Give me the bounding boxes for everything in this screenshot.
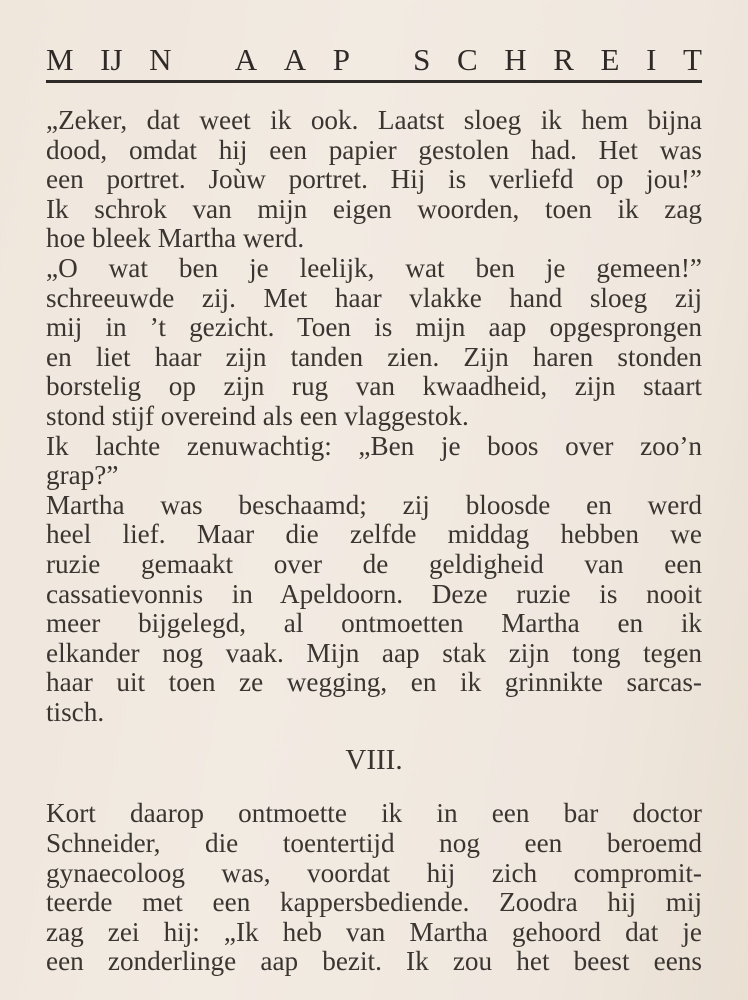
section-1	[46, 106, 702, 727]
running-head-letter: E	[600, 42, 620, 77]
text-line: grap?”	[46, 460, 119, 491]
text-line: Martha was beschaamd; zij bloosde en werd	[46, 489, 702, 520]
text-line: tisch.	[46, 696, 105, 727]
text-line: Kort daarop ontmoette ik in een bar doctor	[46, 798, 702, 829]
running-head-letter	[198, 42, 208, 78]
running-head-letter: A	[234, 42, 258, 77]
body-text	[46, 106, 702, 977]
running-head-letter: R	[553, 42, 574, 77]
text-line: heel lief. Maar die zelfde middag hebben we	[46, 519, 702, 550]
text-line: stond stijf overeind als een vlaggestok.	[46, 400, 469, 431]
text-line: en liet haar zijn tanden zien. Zijn haren stonden	[46, 341, 702, 372]
running-head-letter: N	[149, 42, 172, 77]
running-head-letter: A	[283, 42, 307, 77]
text-line: ruzie gemaakt over de geldigheid van een	[46, 548, 702, 579]
text-line: elkander nog vaak. Mijn aap stak zijn tong tegen	[46, 637, 702, 668]
text-line: hoe bleek Martha werd.	[46, 223, 305, 254]
running-head-letter: I	[646, 42, 657, 77]
text-line: schreeuwde zij. Met haar vlakke hand sloeg zij	[46, 282, 702, 313]
text-line: teerde met een kappersbediende. Zoodra hij mij	[46, 887, 702, 918]
chapter-heading: VIII.	[345, 744, 403, 777]
text-line: Ik schrok van mijn eigen woorden, toen ik zag	[46, 193, 702, 224]
running-head-letter: S	[413, 42, 431, 77]
text-line: dood, omdat hij een papier gestolen had. Het was	[46, 134, 702, 165]
text-line: „Zeker, dat weet ik ook. Laatst sloeg ik hem bijna	[46, 105, 702, 135]
running-head-letter: H	[504, 42, 527, 77]
running-head-letter: M	[46, 42, 74, 77]
running-head	[46, 42, 702, 78]
text-line: gynaecoloog was, voordat hij zich compromit-	[46, 857, 702, 888]
running-head-letter: P	[332, 42, 350, 77]
text-line: zag zei hij: „Ik heb van Martha gehoord dat je	[46, 916, 702, 947]
text-line: meer bijgelegd, al ontmoetten Martha en ik	[46, 608, 702, 639]
text-line: Schneider, die toentertijd nog een beroemd	[46, 828, 702, 859]
running-head-letter: IJ	[100, 42, 123, 77]
text-line: haar uit toen ze wegging, en ik grinnikte sarcas-	[46, 667, 702, 698]
header-rule	[46, 80, 702, 83]
text-line: „O wat ben je leelijk, wat ben je gemeen!”	[46, 252, 702, 283]
running-head-letter: T	[682, 42, 702, 77]
text-line: een portret. Joùw portret. Hij is verliefd op jou!”	[46, 164, 702, 195]
running-head-letter: C	[456, 42, 478, 77]
text-line: borstelig op zijn rug van kwaadheid, zijn staart	[46, 371, 702, 402]
text-line: cassatievonnis in Apeldoorn. Deze ruzie is nooit	[46, 578, 702, 609]
text-line: Ik lachte zenuwachtig: „Ben je boos over zoo’n	[46, 430, 702, 461]
running-head-letter	[377, 42, 387, 78]
text-line: een zonderlinge aap bezit. Ik zou het beest eens	[46, 946, 702, 977]
section-2	[46, 799, 702, 977]
text-line: mij in ’t gezicht. Toen is mijn aap opgesprongen	[46, 312, 702, 343]
